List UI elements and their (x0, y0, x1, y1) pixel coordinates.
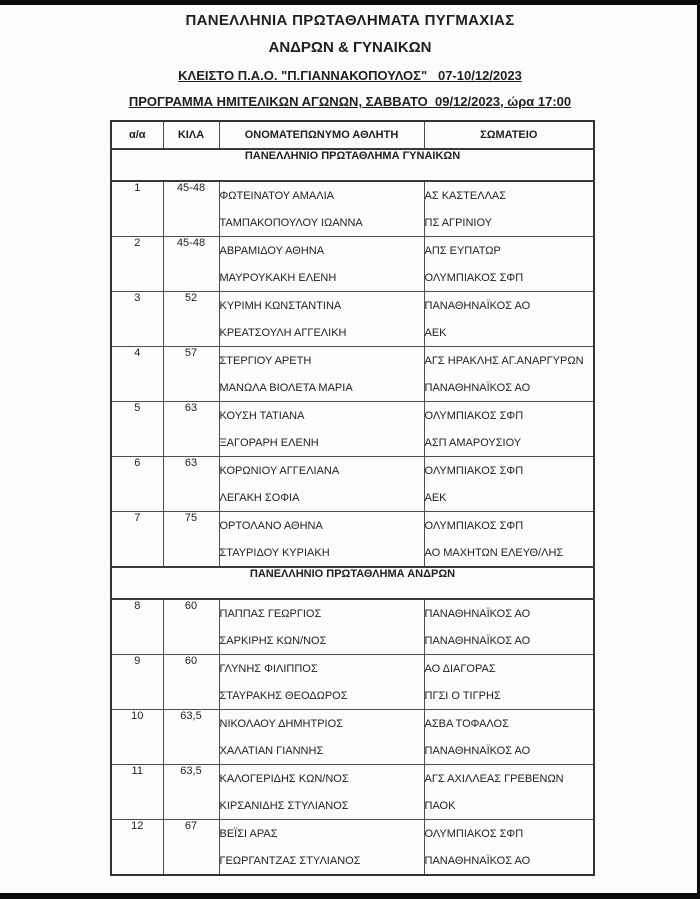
bout-row (111, 820, 594, 876)
club-name: ΑΣΒΑ ΤΟΦΑΛΟΣ (424, 717, 509, 730)
bout-number: 5 (111, 402, 163, 457)
title-line-2: ΑΝΔΡΩΝ & ΓΥΝΑΙΚΩΝ (268, 39, 432, 56)
club-names-cell (424, 347, 594, 402)
club-name: ΠΑΟΚ (424, 799, 456, 812)
bout-row (111, 599, 594, 655)
club-name: ΑΠΣ ΕΥΠΑΤΩΡ (424, 244, 501, 257)
athlete-name: ΚΙΡΣΑΝΙΔΗΣ ΣΤΥΛΙΑΝΟΣ (219, 799, 349, 812)
bout-row (111, 512, 594, 568)
weight-class: 63,5 (163, 765, 219, 820)
athlete-name: ΠΑΠΠΑΣ ΓΕΩΡΓΙΟΣ (219, 607, 322, 620)
bout-row (111, 237, 594, 292)
athlete-name: ΚΟΡΩΝΙΟΥ ΑΓΓΕΛΙΑΝΑ (219, 464, 340, 477)
club-names-cell (424, 512, 594, 568)
club-name: ΑΟ ΜΑΧΗΤΩΝ ΕΛΕΥΘ/ΛΗΣ (424, 546, 564, 559)
club-name: ΠΓΣΙ Ο ΤΙΓΡΗΣ (424, 689, 501, 702)
athlete-name: ΚΑΛΟΓΕΡΙΔΗΣ ΚΩΝ/ΝΟΣ (219, 772, 349, 785)
athlete-name: ΟΡΤΟΛΑΝΟ ΑΘΗΝΑ (219, 519, 323, 532)
section-title: ΠΑΝΕΛΛΗΝΙΟ ΠΡΩΤΑΘΛΗΜΑ ΓΥΝΑΙΚΩΝ (111, 149, 594, 181)
club-name: ΠΑΝΑΘΗΝΑΪΚΟΣ ΑΟ (424, 607, 531, 620)
club-name: ΠΑΝΑΘΗΝΑΪΚΟΣ ΑΟ (424, 744, 531, 757)
weight-class: 60 (163, 655, 219, 710)
club-name: ΑΕΚ (424, 491, 447, 504)
schedule-table-body (111, 149, 594, 875)
bout-number: 3 (111, 292, 163, 347)
col-header-weight: ΚΙΛΑ (163, 121, 219, 149)
club-name: ΑΓΣ ΗΡΑΚΛΗΣ ΑΓ.ΑΝΑΡΓΥΡΩΝ (424, 354, 584, 367)
program-line: ΠΡΟΓΡΑΜΜΑ ΗΜΙΤΕΛΙΚΩΝ ΑΓΩΝΩΝ, ΣΑΒΒΑΤΟ 09/12/2023, ώρα 17:00 (128, 94, 572, 109)
athlete-names-cell (219, 599, 424, 655)
athlete-name: ΣΤΕΡΓΙΟΥ ΑΡΕΤΗ (219, 354, 312, 367)
athlete-names-cell (219, 292, 424, 347)
club-names-cell (424, 655, 594, 710)
club-names-cell (424, 599, 594, 655)
bout-number: 6 (111, 457, 163, 512)
schedule-table (110, 120, 595, 876)
col-header-club: ΣΩΜΑΤΕΙΟ (424, 121, 594, 149)
title-line-1: ΠΑΝΕΛΛΗΝΙΑ ΠΡΩΤΑΘΛΗΜΑΤΑ ΠΥΓΜΑΧΙΑΣ (185, 12, 515, 29)
section-header-row (111, 567, 594, 599)
bout-number: 10 (111, 710, 163, 765)
club-name: ΟΛΥΜΠΙΑΚΟΣ ΣΦΠ (424, 464, 524, 477)
club-name: ΑΣ ΚΑΣΤΕΛΛΑΣ (424, 189, 507, 202)
club-names-cell (424, 402, 594, 457)
club-name: ΑΕΚ (424, 326, 447, 339)
bout-number: 4 (111, 347, 163, 402)
club-name: ΑΟ ΔΙΑΓΟΡΑΣ (424, 662, 496, 675)
section-header-row (111, 149, 594, 181)
bout-number: 12 (111, 820, 163, 876)
athlete-name: ΝΙΚΟΛΑΟΥ ΔΗΜΗΤΡΙΟΣ (219, 717, 343, 730)
weight-class: 63,5 (163, 710, 219, 765)
athlete-names-cell (219, 765, 424, 820)
bout-row (111, 292, 594, 347)
col-header-athlete: ΟΝΟΜΑΤΕΠΩΝΥΜΟ ΑΘΛΗΤΗ (219, 121, 424, 149)
venue-line: ΚΛΕΙΣΤΟ Π.Α.Ο. "Π.ΓΙΑΝΝΑΚΟΠΟΥΛΟΣ" 07-10/12/2023 (178, 68, 522, 83)
athlete-names-cell (219, 347, 424, 402)
club-name: ΑΓΣ ΑΧΙΛΛΕΑΣ ΓΡΕΒΕΝΩΝ (424, 772, 564, 785)
weight-class: 75 (163, 512, 219, 568)
club-name: ΟΛΥΜΠΙΑΚΟΣ ΣΦΠ (424, 271, 524, 284)
document-header (0, 0, 700, 109)
athlete-name: ΜΑΝΩΛΑ ΒΙΟΛΕΤΑ ΜΑΡΙΑ (219, 381, 353, 394)
club-names-cell (424, 765, 594, 820)
weight-class: 45-48 (163, 181, 219, 237)
athlete-name: ΣΤΑΥΡΙΔΟΥ ΚΥΡΙΑΚΗ (219, 546, 330, 559)
athlete-names-cell (219, 237, 424, 292)
schedule-table-header (111, 121, 594, 149)
club-name: ΠΑΝΑΘΗΝΑΪΚΟΣ ΑΟ (424, 854, 531, 867)
bout-number: 9 (111, 655, 163, 710)
athlete-name: ΣΑΡΚΙΡΗΣ ΚΩΝ/ΝΟΣ (219, 634, 327, 647)
bout-row (111, 181, 594, 237)
athlete-name: ΧΑΛΑΤΙΑΝ ΓΙΑΝΝΗΣ (219, 744, 324, 757)
club-names-cell (424, 457, 594, 512)
club-names-cell (424, 181, 594, 237)
scan-edge-bottom (0, 893, 700, 899)
column-header-row (111, 121, 594, 149)
club-names-cell (424, 292, 594, 347)
bout-row (111, 710, 594, 765)
club-name: ΟΛΥΜΠΙΑΚΟΣ ΣΦΠ (424, 827, 524, 840)
weight-class: 52 (163, 292, 219, 347)
weight-class: 57 (163, 347, 219, 402)
athlete-name: ΛΕΓΑΚΗ ΣΟΦΙΑ (219, 491, 300, 504)
section-title: ΠΑΝΕΛΛΗΝΙΟ ΠΡΩΤΑΘΛΗΜΑ ΑΝΔΡΩΝ (111, 567, 594, 599)
weight-class: 63 (163, 457, 219, 512)
bout-row (111, 347, 594, 402)
athlete-name: ΚΡΕΑΤΣΟΥΛΗ ΑΓΓΕΛΙΚΗ (219, 326, 347, 339)
bout-number: 1 (111, 181, 163, 237)
club-names-cell (424, 710, 594, 765)
club-name: ΟΛΥΜΠΙΑΚΟΣ ΣΦΠ (424, 409, 524, 422)
weight-class: 67 (163, 820, 219, 876)
athlete-name: ΤΑΜΠΑΚΟΠΟΥΛΟΥ ΙΩΑΝΝΑ (219, 216, 363, 229)
club-names-cell (424, 820, 594, 876)
col-header-index: α/α (111, 121, 163, 149)
weight-class: 63 (163, 402, 219, 457)
club-names-cell (424, 237, 594, 292)
athlete-name: ΒΕΪΣΙ ΑΡΑΣ (219, 827, 278, 840)
athlete-names-cell (219, 457, 424, 512)
bout-number: 11 (111, 765, 163, 820)
weight-class: 45-48 (163, 237, 219, 292)
athlete-names-cell (219, 820, 424, 876)
club-name: ΠΑΝΑΘΗΝΑΪΚΟΣ ΑΟ (424, 299, 531, 312)
athlete-names-cell (219, 181, 424, 237)
athlete-names-cell (219, 655, 424, 710)
bout-number: 2 (111, 237, 163, 292)
club-name: ΠΣ ΑΓΡΙΝΙΟΥ (424, 216, 493, 229)
bout-number: 7 (111, 512, 163, 568)
club-name: ΠΑΝΑΘΗΝΑΪΚΟΣ ΑΟ (424, 634, 531, 647)
club-name: ΑΣΠ ΑΜΑΡΟΥΣΙΟΥ (424, 436, 522, 449)
athlete-name: ΑΒΡΑΜΙΔΟΥ ΑΘΗΝΑ (219, 244, 325, 257)
athlete-names-cell (219, 512, 424, 568)
bout-row (111, 457, 594, 512)
athlete-names-cell (219, 402, 424, 457)
athlete-name: ΚΟΥΣΗ ΤΑΤΙΑΝΑ (219, 409, 305, 422)
bout-row (111, 402, 594, 457)
athlete-name: ΜΑΥΡΟΥΚΑΚΗ ΕΛΕΝΗ (219, 271, 337, 284)
athlete-name: ΞΑΓΟΡΑΡΗ ΕΛΕΝΗ (219, 436, 319, 449)
athlete-name: ΣΤΑΥΡΑΚΗΣ ΘΕΟΔΩΡΟΣ (219, 689, 348, 702)
athlete-name: ΓΛΥΝΗΣ ΦΙΛΙΠΠΟΣ (219, 662, 318, 675)
athlete-names-cell (219, 710, 424, 765)
bout-number: 8 (111, 599, 163, 655)
athlete-name: ΚΥΡΙΜΗ ΚΩΝΣΤΑΝΤΙΝΑ (219, 299, 342, 312)
club-name: ΠΑΝΑΘΗΝΑΪΚΟΣ ΑΟ (424, 381, 531, 394)
athlete-name: ΦΩΤΕΙΝΑΤΟΥ ΑΜΑΛΙΑ (219, 189, 334, 202)
bout-row (111, 655, 594, 710)
bout-row (111, 765, 594, 820)
scan-edge-top (0, 0, 700, 5)
athlete-name: ΓΕΩΡΓΑΝΤΖΑΣ ΣΤΥΛΙΑΝΟΣ (219, 854, 361, 867)
weight-class: 60 (163, 599, 219, 655)
club-name: ΟΛΥΜΠΙΑΚΟΣ ΣΦΠ (424, 519, 524, 532)
